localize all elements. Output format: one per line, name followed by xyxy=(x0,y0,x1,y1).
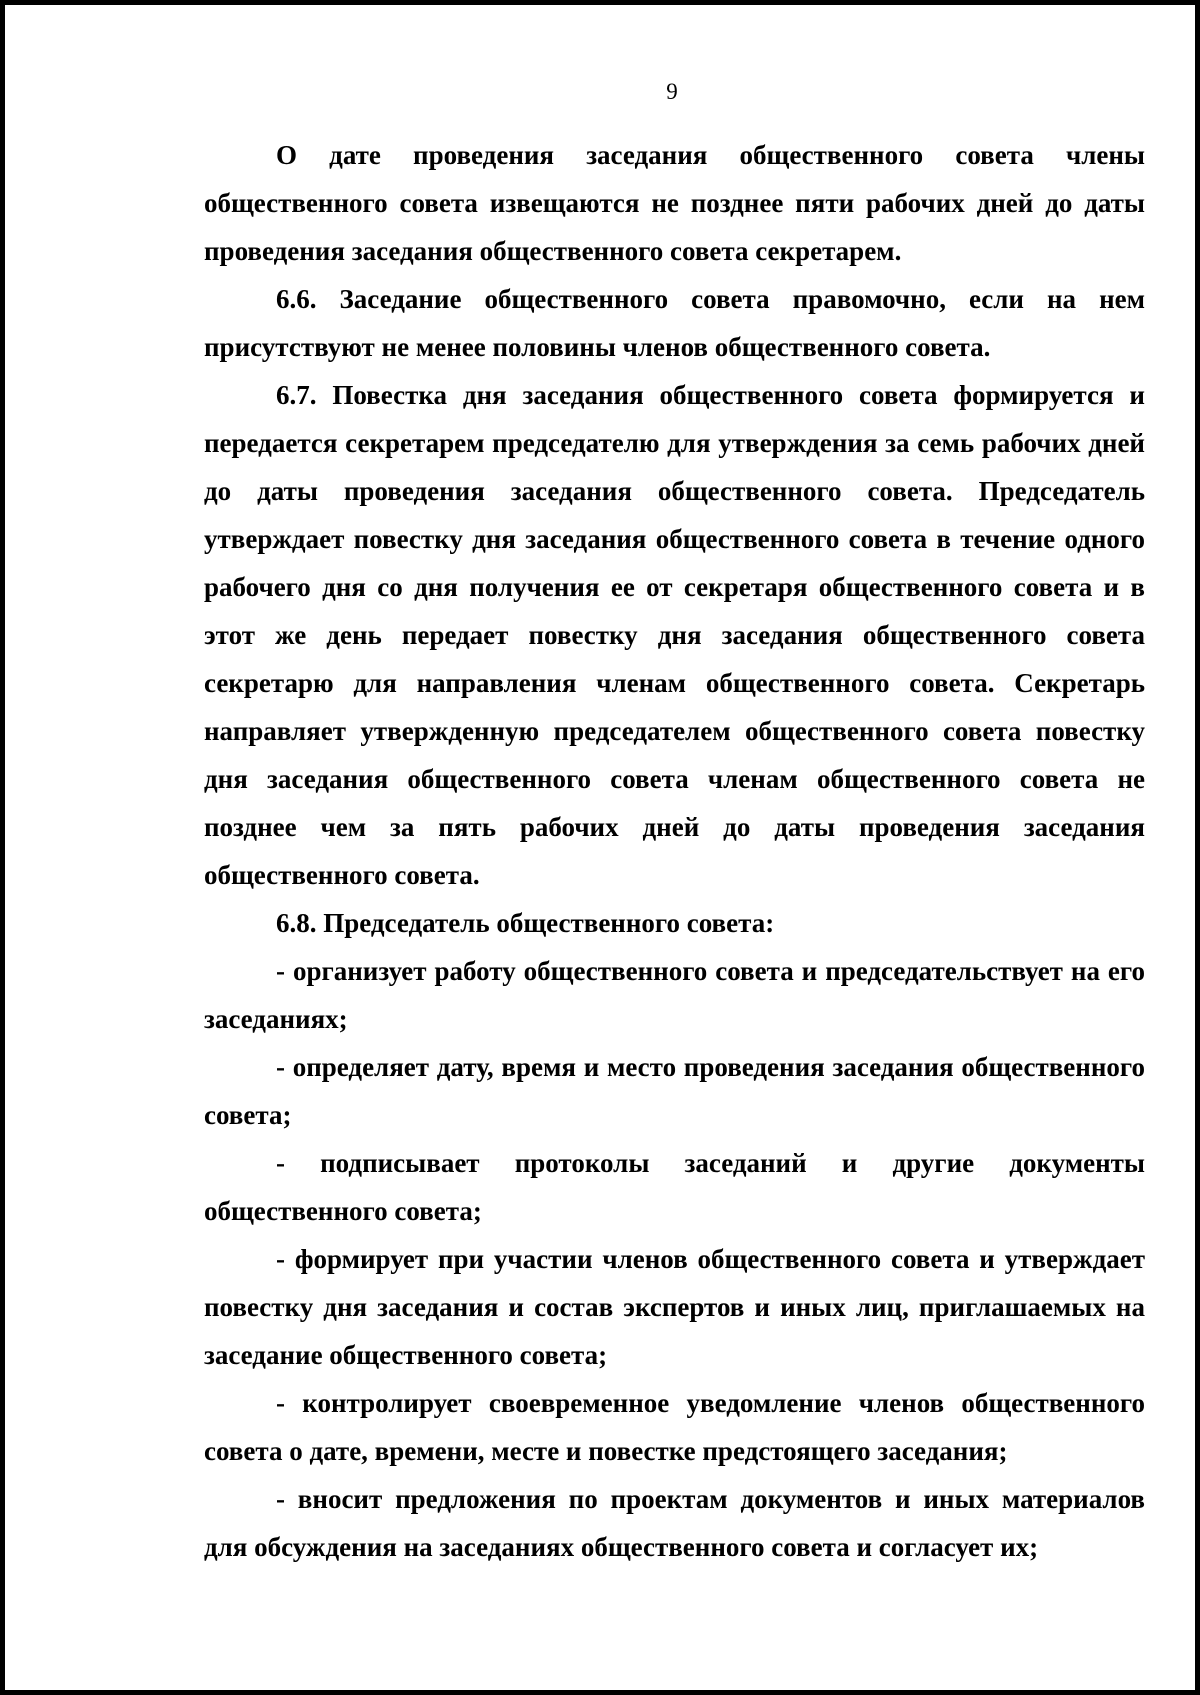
list-item-signs-protocols: - подписывает протоколы заседаний и другие документы общественного совета; xyxy=(204,1148,1145,1226)
page-number: 9 xyxy=(666,79,678,104)
list-item-controls-notice: - контролирует своевременное уведомление членов общественного совета о дате, времени, месте и повестке предстоящего заседания; xyxy=(204,1388,1145,1466)
list-item-organizes: - организует работу общественного совета и председательствует на его заседаниях; xyxy=(204,956,1145,1034)
document-body xyxy=(204,131,1145,1571)
paragraph-6-6-quorum: 6.6. Заседание общественного совета правомочно, если на нем присутствуют не менее половины членов общественного совета. xyxy=(204,284,1145,362)
paragraph-6-7-agenda: 6.7. Повестка дня заседания общественного совета формируется и передается секретарем председателю для утверждения за семь рабочих дней до даты проведения заседания общественного совета. Председатель утверждает повестку дня заседания общественного совета в течение одного рабочего дня со дня получения ее от секретаря общественного совета и в этот же день передает повестку дня заседания общественного совета секретарю для направления членам общественного совета. Секретарь направляет утвержденную председателем общественного совета повестку дня заседания общественного совета членам общественного совета не позднее чем за пять рабочих дней до даты проведения заседания общественного совета. xyxy=(204,380,1145,890)
paragraph-meeting-notice: О дате проведения заседания общественного совета члены общественного совета извещаются не позднее пяти рабочих дней до даты проведения заседания общественного совета секретарем. xyxy=(204,140,1145,266)
list-item-submits-proposals: - вносит предложения по проектам документов и иных материалов для обсуждения на заседаниях общественного совета и согласует их; xyxy=(204,1484,1145,1562)
list-item-forms-agenda: - формирует при участии членов общественного совета и утверждает повестку дня заседания и состав экспертов и иных лиц, приглашаемых на заседание общественного совета; xyxy=(204,1244,1145,1370)
list-item-sets-date: - определяет дату, время и место проведения заседания общественного совета; xyxy=(204,1052,1145,1130)
paragraph-6-8-chairman: 6.8. Председатель общественного совета: xyxy=(276,908,775,938)
